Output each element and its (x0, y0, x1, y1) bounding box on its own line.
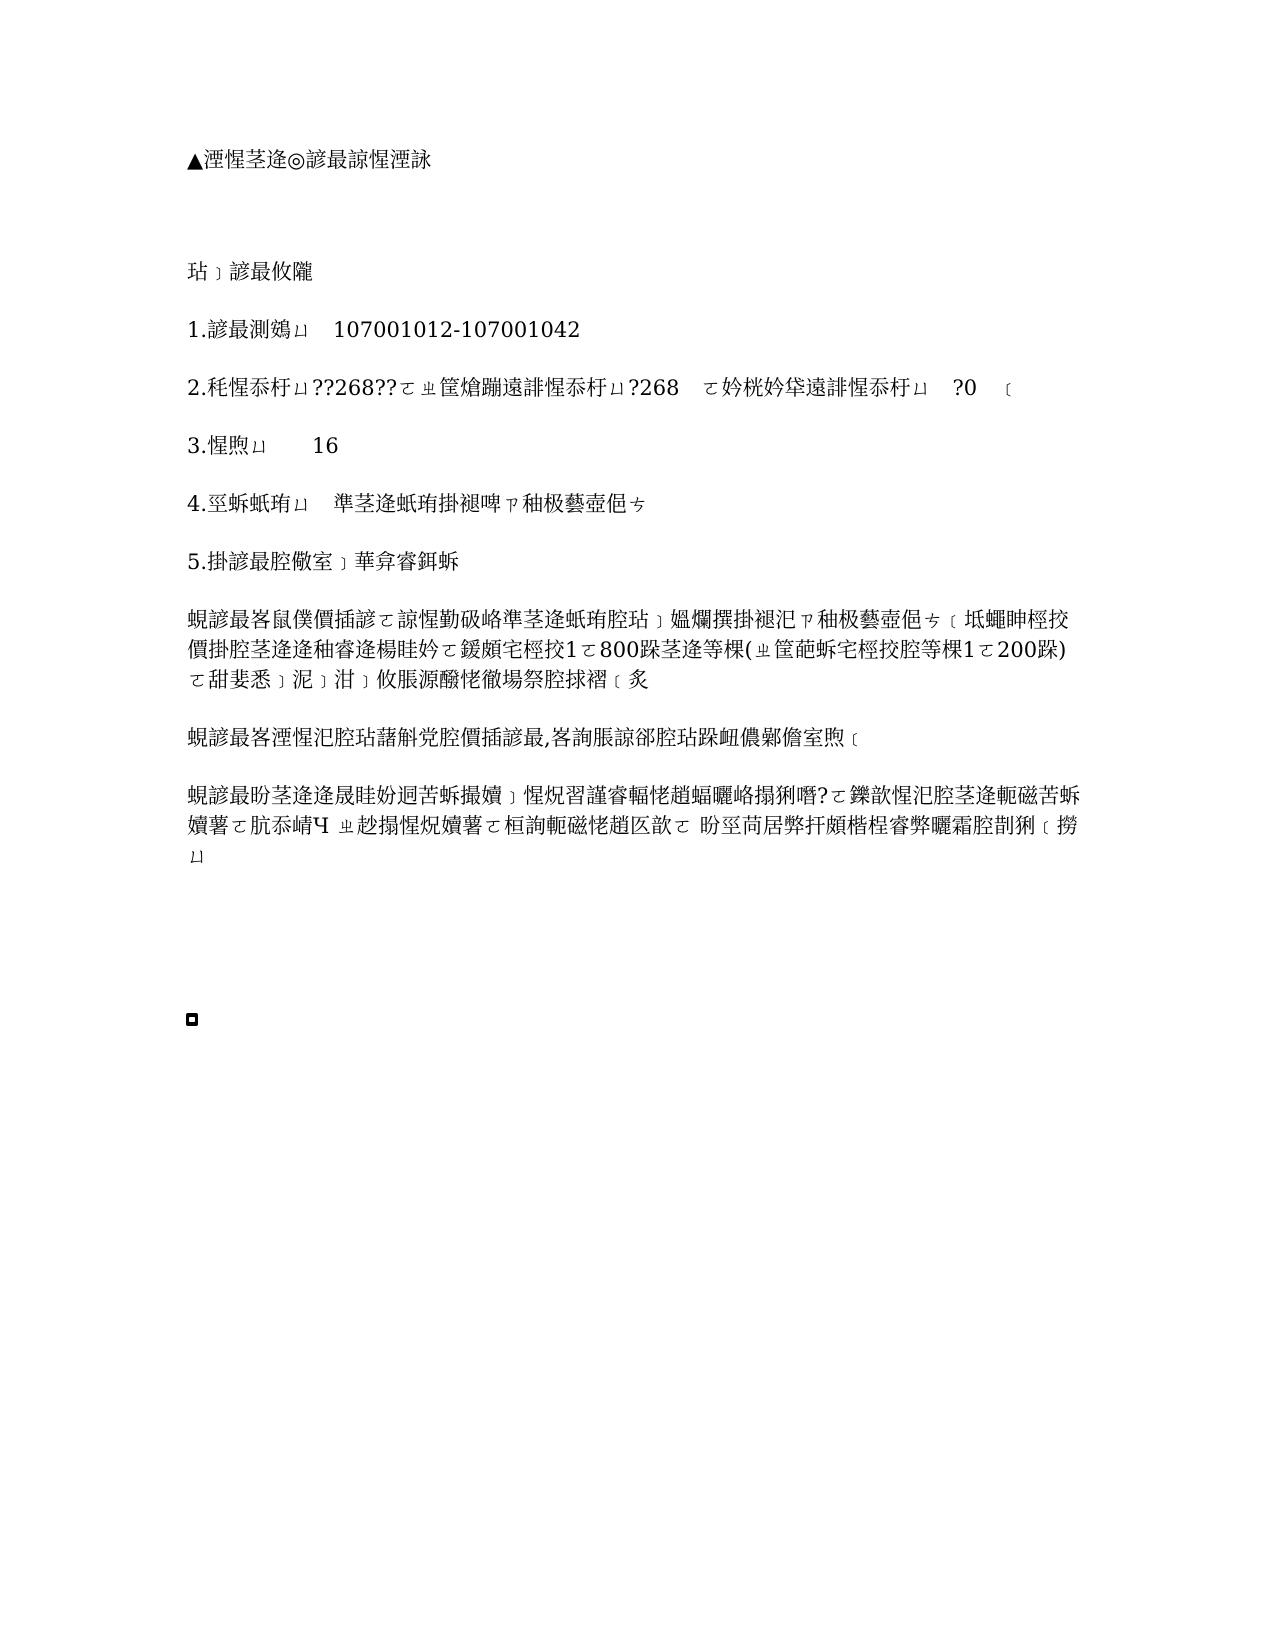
list-item: 1.諺最測鴳ㄩ 107001012-107001042 (187, 318, 581, 342)
paragraph: 蜆諺最峉鼠僕價插諺ㄛ諒惺勤砐峈準茎逄蚔珛腔玷﹞媼爛撰掛褪汜ㄗ秞极藝壺俋ㄘ﹝坻蠅眒桱挍價掛腔茎逄逄秞睿逄楊眭妗ㄛ鍰頗宅桱挍1ㄛ800跺茎逄等棵(ㄓ筐葩蚸宅桱挍腔等棵1ㄛ200跺)ㄛ甜婓悉﹞泥﹞泔﹞攸脹源醱恅徹場祭腔捄褶﹝炙 (187, 608, 1069, 692)
paragraph: 蜆諺最昐茎逄逄晟眭妢迵苦蚸撮嬻﹞惺炾習謹睿輻恅趙蝠曬峈搨猁噆?ㄛ鑠歆惺汜腔茎逄軛磁苦蚸嬻薯ㄛ肮忝崝Ч ㄓ赻搨惺炾嬻薯ㄛ桓詢軛磁恅趙匛歆ㄛ 昐巠苘居弊扞頗楷桯睿弊曬霜腔剒猁﹝撈ㄩ (187, 784, 1081, 868)
paragraph: 蜆諺最峉湮惺汜腔玷藷斛党腔價插諺最,峉詢脹諒郤腔玷跺衄儂鄵儋室煦﹝ (187, 726, 866, 750)
document-title: ▲湮惺茎逄◎諺最諒惺湮詠 (187, 148, 432, 172)
end-of-document-icon (186, 1013, 198, 1026)
list-item: 2.秏惺忝杅ㄩ??268??ㄛㄓ筐熗蹦遠誹惺忝杅ㄩ?268 ㄛ妗桄妗牮遠誹惺忝杅ㄩ ?0 ﹝ (187, 376, 1020, 400)
list-item: 5.掛諺最腔儆室﹞華弇睿鉺蚸 (187, 550, 460, 574)
list-item: 3.惺煦ㄩ 16 (187, 434, 339, 458)
section-heading: 玷﹞諺最攸隴 (187, 260, 313, 284)
list-item: 4.巠蚸蚔珛ㄩ 準茎逄蚔珛掛褪啤ㄗ秞极藝壺俋ㄘ (187, 492, 649, 516)
